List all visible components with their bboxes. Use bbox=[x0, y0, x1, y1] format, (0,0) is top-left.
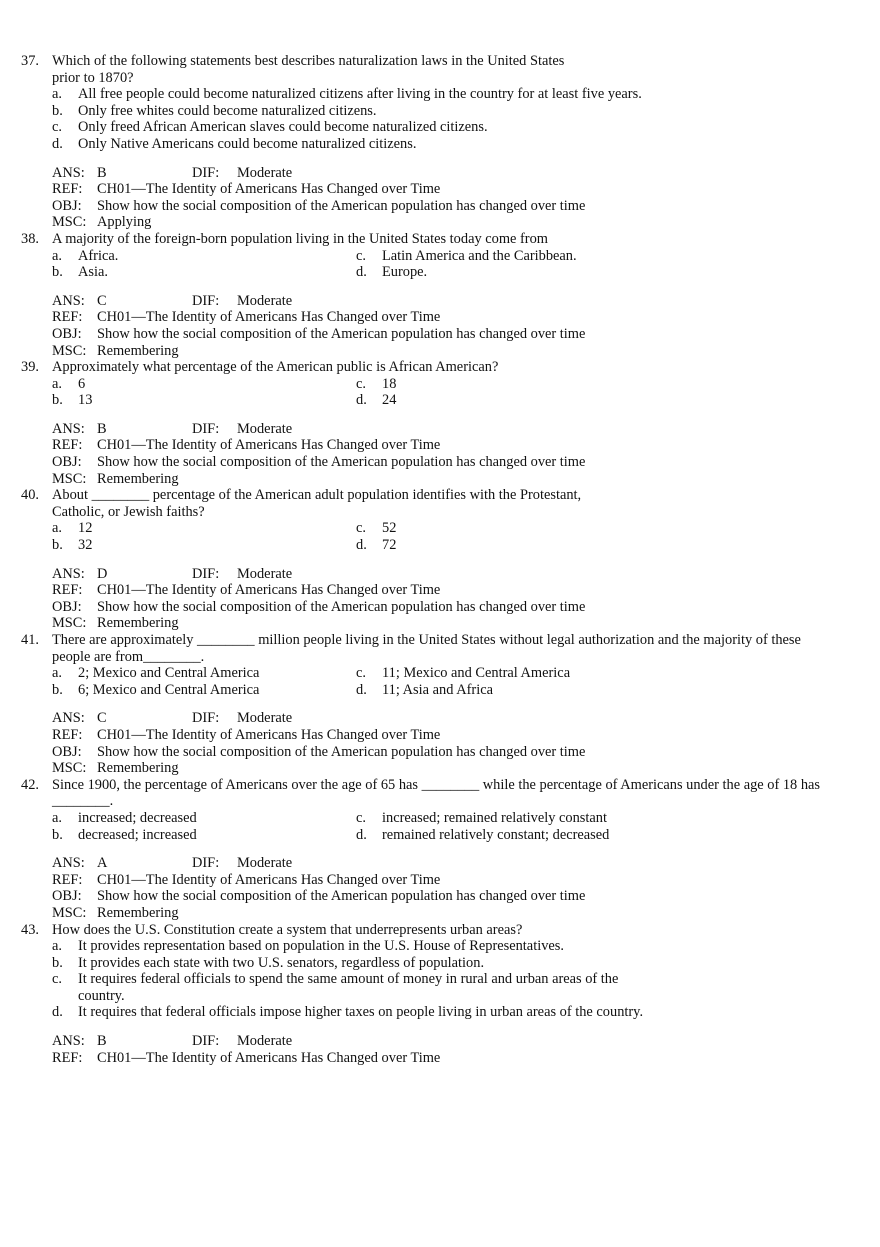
question-stem-line: Catholic, or Jewish faiths? bbox=[52, 503, 205, 520]
dif-key: DIF: bbox=[192, 420, 220, 437]
ans-key: ANS: bbox=[52, 292, 85, 309]
option-letter: d. bbox=[356, 681, 367, 698]
ref-value: CH01—The Identity of Americans Has Changed over Time bbox=[97, 871, 441, 888]
option-text: Only Native Americans could become naturalized citizens. bbox=[78, 135, 417, 152]
answer-options bbox=[52, 248, 880, 281]
question-number: 41. bbox=[21, 632, 39, 648]
answer-row bbox=[52, 165, 880, 182]
obj-value: Show how the social composition of the American population has changed over time bbox=[97, 743, 586, 760]
answer-option bbox=[356, 810, 880, 827]
ref-row bbox=[52, 582, 880, 599]
question-body bbox=[52, 922, 880, 1067]
option-letter: c. bbox=[356, 665, 366, 682]
dif-key: DIF: bbox=[192, 855, 220, 872]
question-body bbox=[52, 359, 880, 487]
answer-metadata bbox=[52, 1033, 880, 1066]
question-number: 37. bbox=[21, 53, 39, 69]
ans-key: ANS: bbox=[52, 420, 85, 437]
option-text: All free people could become naturalized citizens after living in the country for at least five years. bbox=[78, 86, 642, 103]
ref-value: CH01—The Identity of Americans Has Changed over Time bbox=[97, 582, 441, 599]
ref-key: REF: bbox=[52, 726, 83, 743]
answer-metadata bbox=[52, 710, 880, 776]
ans-key: ANS: bbox=[52, 855, 85, 872]
answer-metadata bbox=[52, 855, 880, 921]
answer-option bbox=[52, 248, 356, 265]
ref-row bbox=[52, 727, 880, 744]
dif-value: Moderate bbox=[237, 710, 293, 727]
ref-row bbox=[52, 1050, 880, 1067]
dif-value: Moderate bbox=[237, 164, 293, 181]
msc-value: Remembering bbox=[97, 615, 179, 632]
question-block bbox=[0, 922, 880, 1067]
option-text: Asia. bbox=[78, 264, 108, 281]
msc-value: Remembering bbox=[97, 342, 179, 359]
ans-value: D bbox=[97, 565, 108, 582]
question-stem-line: There are approximately ________ million people living in the United States without legal authorization and the majority of these bbox=[52, 632, 801, 648]
option-letter: c. bbox=[356, 247, 366, 264]
answer-option bbox=[52, 136, 880, 153]
option-letter: a. bbox=[52, 247, 62, 264]
answer-metadata bbox=[52, 566, 880, 632]
question-body bbox=[52, 231, 880, 359]
dif-key: DIF: bbox=[192, 565, 220, 582]
question-block bbox=[0, 53, 880, 231]
answer-row bbox=[52, 566, 880, 583]
obj-value: Show how the social composition of the American population has changed over time bbox=[97, 197, 586, 214]
question-body bbox=[52, 777, 880, 922]
dif-key: DIF: bbox=[192, 1033, 220, 1050]
ref-key: REF: bbox=[52, 181, 83, 198]
option-letter: c. bbox=[356, 375, 366, 392]
option-text: 52 bbox=[382, 520, 397, 537]
ans-key: ANS: bbox=[52, 1033, 85, 1050]
answer-options bbox=[52, 938, 880, 1021]
obj-row bbox=[52, 744, 880, 761]
ref-key: REF: bbox=[52, 437, 83, 454]
obj-key: OBJ: bbox=[52, 197, 82, 214]
msc-key: MSC: bbox=[52, 214, 87, 231]
answer-option bbox=[356, 376, 880, 393]
option-text: 32 bbox=[78, 537, 93, 554]
question-number: 38. bbox=[21, 230, 39, 247]
option-letter: d. bbox=[356, 264, 367, 281]
option-letter: b. bbox=[52, 102, 63, 119]
obj-row bbox=[52, 599, 880, 616]
answer-row bbox=[52, 293, 880, 310]
msc-key: MSC: bbox=[52, 904, 87, 921]
answer-option bbox=[356, 520, 880, 537]
question-body bbox=[52, 53, 880, 231]
ref-key: REF: bbox=[52, 871, 83, 888]
answer-option bbox=[52, 682, 356, 699]
answer-row bbox=[52, 710, 880, 727]
ans-key: ANS: bbox=[52, 710, 85, 727]
question-block bbox=[0, 777, 880, 922]
obj-key: OBJ: bbox=[52, 743, 82, 760]
option-text: It provides each state with two U.S. senators, regardless of population. bbox=[78, 954, 485, 971]
obj-key: OBJ: bbox=[52, 325, 82, 342]
option-text: Latin America and the Caribbean. bbox=[382, 247, 577, 264]
option-text: 6; Mexico and Central America bbox=[78, 681, 260, 698]
answer-option bbox=[356, 827, 880, 844]
answer-option bbox=[52, 392, 356, 409]
msc-row bbox=[52, 343, 880, 360]
option-text: Africa. bbox=[78, 247, 119, 264]
ref-row bbox=[52, 872, 880, 889]
ans-value: C bbox=[97, 292, 107, 309]
option-text: It requires that federal officials impose higher taxes on people living in urban areas of the country. bbox=[78, 1004, 644, 1021]
option-text: increased; remained relatively constant bbox=[382, 809, 607, 826]
option-letter: d. bbox=[356, 392, 367, 409]
dif-value: Moderate bbox=[237, 565, 293, 582]
ref-value: CH01—The Identity of Americans Has Changed over Time bbox=[97, 309, 441, 326]
answer-option bbox=[52, 537, 356, 554]
question-number: 39. bbox=[21, 359, 39, 376]
dif-value: Moderate bbox=[237, 1033, 293, 1050]
obj-row bbox=[52, 198, 880, 215]
question-stem-line: prior to 1870? bbox=[52, 69, 134, 86]
answer-option bbox=[52, 665, 356, 682]
option-letter: d. bbox=[52, 1004, 63, 1021]
dif-key: DIF: bbox=[192, 164, 220, 181]
ref-value: CH01—The Identity of Americans Has Changed over Time bbox=[97, 437, 441, 454]
msc-key: MSC: bbox=[52, 615, 87, 632]
answer-option bbox=[52, 119, 880, 136]
option-letter: a. bbox=[52, 520, 62, 537]
ref-key: REF: bbox=[52, 1049, 83, 1066]
option-text: 18 bbox=[382, 375, 397, 392]
answer-option bbox=[52, 827, 356, 844]
option-text: Only free whites could become naturalized citizens. bbox=[78, 102, 377, 119]
dif-value: Moderate bbox=[237, 420, 293, 437]
obj-key: OBJ: bbox=[52, 598, 82, 615]
obj-key: OBJ: bbox=[52, 454, 82, 471]
option-letter: a. bbox=[52, 809, 62, 826]
ref-key: REF: bbox=[52, 309, 83, 326]
question-block bbox=[0, 632, 880, 777]
question-number: 40. bbox=[21, 487, 39, 504]
obj-value: Show how the social composition of the American population has changed over time bbox=[97, 598, 586, 615]
msc-row bbox=[52, 905, 880, 922]
question-body bbox=[52, 632, 880, 777]
answer-option bbox=[356, 264, 880, 281]
answer-row bbox=[52, 1033, 880, 1050]
obj-value: Show how the social composition of the American population has changed over time bbox=[97, 325, 586, 342]
dif-value: Moderate bbox=[237, 855, 293, 872]
option-letter: b. bbox=[52, 954, 63, 971]
answer-row bbox=[52, 421, 880, 438]
obj-row bbox=[52, 326, 880, 343]
ans-value: A bbox=[97, 855, 108, 872]
question-stem-line: Since 1900, the percentage of Americans over the age of 65 has ________ while the percentage of Americans under the age of 18 has bbox=[52, 776, 821, 793]
dif-value: Moderate bbox=[237, 292, 293, 309]
answer-option bbox=[356, 665, 880, 682]
obj-key: OBJ: bbox=[52, 888, 82, 905]
option-text: remained relatively constant; decreased bbox=[382, 826, 610, 843]
msc-value: Remembering bbox=[97, 760, 179, 777]
ans-key: ANS: bbox=[52, 164, 85, 181]
ref-row bbox=[52, 309, 880, 326]
ans-value: B bbox=[97, 420, 107, 437]
option-letter: c. bbox=[52, 119, 62, 136]
dif-key: DIF: bbox=[192, 292, 220, 309]
msc-key: MSC: bbox=[52, 760, 87, 777]
question-stem-line: people are from________. bbox=[52, 648, 205, 665]
question-number: 42. bbox=[21, 776, 39, 793]
obj-row bbox=[52, 454, 880, 471]
ans-value: B bbox=[97, 1033, 107, 1050]
option-letter: a. bbox=[52, 86, 62, 103]
answer-options bbox=[52, 520, 880, 553]
answer-option bbox=[356, 682, 880, 699]
ref-value: CH01—The Identity of Americans Has Changed over Time bbox=[97, 1049, 441, 1066]
ans-value: C bbox=[97, 710, 107, 727]
option-text: 13 bbox=[78, 392, 93, 409]
option-letter: c. bbox=[356, 809, 366, 826]
question-stem-line: How does the U.S. Constitution create a system that underrepresents urban areas? bbox=[52, 921, 523, 938]
option-text: Only freed African American slaves could become naturalized citizens. bbox=[78, 119, 488, 136]
option-letter: a. bbox=[52, 665, 62, 682]
option-text: 12 bbox=[78, 520, 93, 537]
question-block bbox=[0, 359, 880, 487]
answer-metadata bbox=[52, 421, 880, 487]
obj-value: Show how the social composition of the American population has changed over time bbox=[97, 454, 586, 471]
option-text: It provides representation based on population in the U.S. House of Representatives. bbox=[78, 938, 564, 955]
option-text: 72 bbox=[382, 537, 397, 554]
question-number: 43. bbox=[21, 921, 39, 938]
answer-option bbox=[52, 520, 356, 537]
answer-option bbox=[356, 248, 880, 265]
ref-row bbox=[52, 437, 880, 454]
answer-row bbox=[52, 855, 880, 872]
question-stem-line: Approximately what percentage of the American public is African American? bbox=[52, 359, 499, 376]
answer-option bbox=[52, 955, 880, 972]
msc-key: MSC: bbox=[52, 342, 87, 359]
obj-value: Show how the social composition of the American population has changed over time bbox=[97, 888, 586, 905]
msc-value: Remembering bbox=[97, 470, 179, 487]
ref-key: REF: bbox=[52, 582, 83, 599]
option-letter: b. bbox=[52, 264, 63, 281]
answer-option bbox=[52, 810, 356, 827]
msc-key: MSC: bbox=[52, 470, 87, 487]
answer-option bbox=[52, 938, 880, 955]
question-document bbox=[0, 53, 880, 1066]
answer-options bbox=[52, 810, 880, 843]
option-text: 11; Asia and Africa bbox=[382, 681, 493, 698]
option-letter: d. bbox=[356, 826, 367, 843]
option-letter: b. bbox=[52, 392, 63, 409]
answer-option bbox=[52, 1004, 880, 1021]
option-text: It requires federal officials to spend the same amount of money in rural and urban areas of the country. bbox=[78, 971, 619, 1004]
dif-key: DIF: bbox=[192, 710, 220, 727]
question-stem-line: Which of the following statements best describes naturalization laws in the United States bbox=[52, 53, 565, 69]
question-body bbox=[52, 487, 880, 632]
answer-options bbox=[52, 665, 880, 698]
option-text: increased; decreased bbox=[78, 809, 197, 826]
msc-row bbox=[52, 214, 880, 231]
question-stem-line: A majority of the foreign-born population living in the United States today come from bbox=[52, 230, 548, 247]
ans-value: B bbox=[97, 164, 107, 181]
msc-row bbox=[52, 471, 880, 488]
option-text: decreased; increased bbox=[78, 826, 197, 843]
question-stem-line: ________. bbox=[52, 793, 114, 810]
option-letter: b. bbox=[52, 681, 63, 698]
option-letter: a. bbox=[52, 938, 62, 955]
ref-value: CH01—The Identity of Americans Has Changed over Time bbox=[97, 726, 441, 743]
answer-option bbox=[52, 86, 880, 103]
option-text: 24 bbox=[382, 392, 397, 409]
option-letter: d. bbox=[52, 135, 63, 152]
option-letter: c. bbox=[52, 971, 62, 988]
answer-options bbox=[52, 86, 880, 152]
msc-value: Remembering bbox=[97, 904, 179, 921]
ans-key: ANS: bbox=[52, 565, 85, 582]
answer-metadata bbox=[52, 293, 880, 359]
answer-option bbox=[52, 264, 356, 281]
option-letter: b. bbox=[52, 537, 63, 554]
answer-options bbox=[52, 376, 880, 409]
question-block bbox=[0, 231, 880, 359]
answer-metadata bbox=[52, 165, 880, 231]
option-text: 2; Mexico and Central America bbox=[78, 665, 260, 682]
answer-option bbox=[52, 971, 880, 1004]
option-letter: c. bbox=[356, 520, 366, 537]
question-block bbox=[0, 487, 880, 632]
msc-row bbox=[52, 760, 880, 777]
option-letter: b. bbox=[52, 826, 63, 843]
option-text: Europe. bbox=[382, 264, 428, 281]
ref-row bbox=[52, 181, 880, 198]
answer-option bbox=[356, 392, 880, 409]
ref-value: CH01—The Identity of Americans Has Changed over Time bbox=[97, 181, 441, 198]
option-text: 11; Mexico and Central America bbox=[382, 665, 571, 682]
option-letter: a. bbox=[52, 375, 62, 392]
msc-value: Applying bbox=[97, 214, 152, 231]
option-text: 6 bbox=[78, 375, 86, 392]
obj-row bbox=[52, 888, 880, 905]
answer-option bbox=[356, 537, 880, 554]
answer-option bbox=[52, 376, 356, 393]
msc-row bbox=[52, 615, 880, 632]
answer-option bbox=[52, 103, 880, 120]
option-letter: d. bbox=[356, 537, 367, 554]
question-stem-line: About ________ percentage of the American adult population identifies with the Protestant, bbox=[52, 487, 582, 504]
